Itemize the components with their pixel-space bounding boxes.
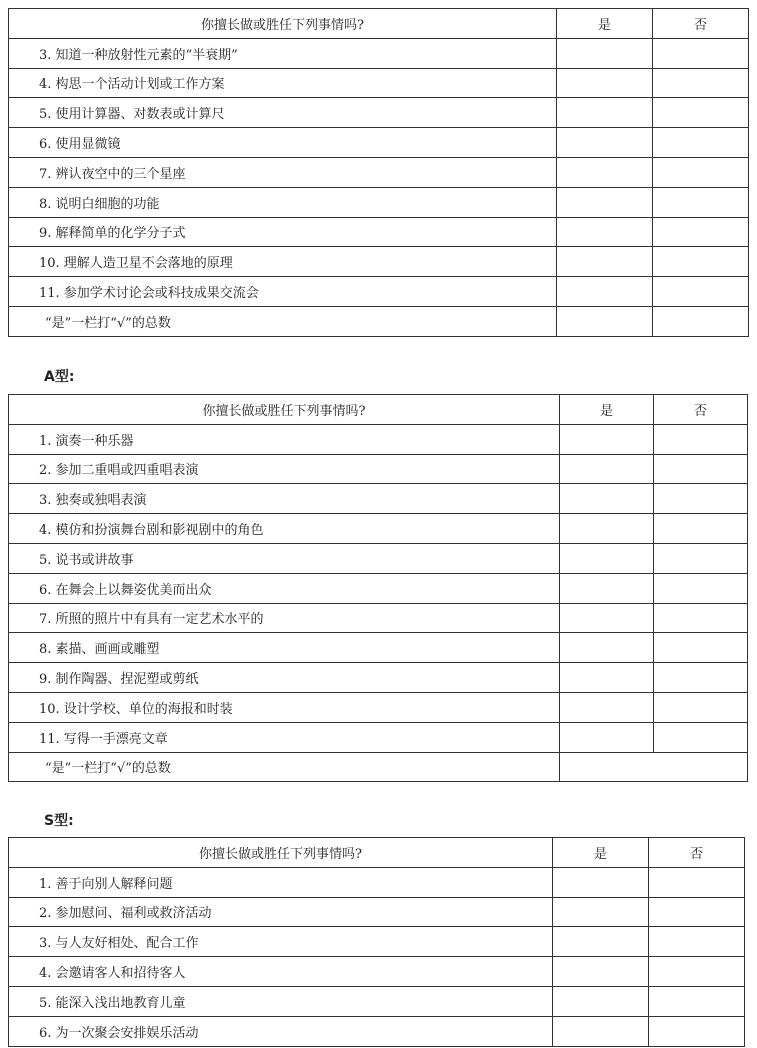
total-yes-cell[interactable]: [560, 752, 748, 782]
item-text: 5. 使用计算器、对数表或计算尺: [9, 98, 557, 128]
yes-header: 是: [553, 838, 649, 868]
table-row: [9, 38, 749, 68]
table-row: [9, 217, 749, 247]
question-header: 你擅长做或胜任下列事情吗?: [9, 838, 553, 868]
item-text: 3. 知道一种放射性元素的“半衰期”: [9, 38, 557, 68]
no-cell[interactable]: [654, 633, 748, 663]
yes-cell[interactable]: [560, 692, 654, 722]
yes-header: 是: [557, 9, 653, 39]
yes-cell[interactable]: [553, 867, 649, 897]
item-text: 4. 构思一个活动计划或工作方案: [9, 68, 557, 98]
item-text: 8. 素描、画画或雕塑: [9, 633, 560, 663]
table-row: [9, 1016, 745, 1046]
yes-header: 是: [560, 395, 654, 425]
no-cell[interactable]: [654, 454, 748, 484]
item-text: 10. 理解人造卫星不会落地的原理: [9, 247, 557, 277]
yes-cell[interactable]: [560, 573, 654, 603]
yes-cell[interactable]: [557, 68, 653, 98]
yes-cell[interactable]: [560, 484, 654, 514]
no-cell[interactable]: [654, 573, 748, 603]
table-row: [9, 514, 748, 544]
yes-cell[interactable]: [557, 38, 653, 68]
yes-cell[interactable]: [560, 454, 654, 484]
yes-cell[interactable]: [553, 986, 649, 1016]
item-text: 11. 写得一手漂亮文章: [9, 722, 560, 752]
no-cell[interactable]: [653, 128, 749, 158]
no-cell[interactable]: [653, 217, 749, 247]
no-cell[interactable]: [654, 603, 748, 633]
no-cell[interactable]: [649, 986, 745, 1016]
no-cell[interactable]: [653, 68, 749, 98]
item-text: 2. 参加二重唱或四重唱表演: [9, 454, 560, 484]
table-row: [9, 663, 748, 693]
item-text: 7. 所照的照片中有具有一定艺术水平的: [9, 603, 560, 633]
item-text: 3. 与人友好相处、配合工作: [9, 927, 553, 957]
item-text: 9. 制作陶器、捏泥塑或剪纸: [9, 663, 560, 693]
yes-cell[interactable]: [560, 514, 654, 544]
item-text: 6. 在舞会上以舞姿优美而出众: [9, 573, 560, 603]
table-row: [9, 187, 749, 217]
item-text: 9. 解释简单的化学分子式: [9, 217, 557, 247]
no-cell[interactable]: [653, 38, 749, 68]
table-s: [8, 837, 745, 1047]
item-text: 4. 模仿和扮演舞台剧和影视剧中的角色: [9, 514, 560, 544]
yes-cell[interactable]: [560, 722, 654, 752]
table-row: [9, 157, 749, 187]
table-row: [9, 897, 745, 927]
yes-cell[interactable]: [553, 1016, 649, 1046]
no-cell[interactable]: [654, 514, 748, 544]
item-text: 3. 独奏或独唱表演: [9, 484, 560, 514]
no-cell[interactable]: [654, 663, 748, 693]
yes-cell[interactable]: [557, 187, 653, 217]
table-row: [9, 454, 748, 484]
yes-cell[interactable]: [557, 277, 653, 307]
yes-cell[interactable]: [553, 897, 649, 927]
no-cell[interactable]: [649, 897, 745, 927]
no-cell[interactable]: [653, 187, 749, 217]
table-row: [9, 603, 748, 633]
no-cell[interactable]: [654, 692, 748, 722]
total-no-cell[interactable]: [653, 306, 749, 336]
no-header: 否: [653, 9, 749, 39]
no-cell[interactable]: [653, 157, 749, 187]
no-cell[interactable]: [654, 722, 748, 752]
no-cell[interactable]: [654, 424, 748, 454]
yes-cell[interactable]: [557, 247, 653, 277]
table-header-row: [9, 9, 749, 39]
no-cell[interactable]: [653, 247, 749, 277]
item-text: 7. 辨认夜空中的三个星座: [9, 157, 557, 187]
table-header-row: [9, 395, 748, 425]
no-header: 否: [654, 395, 748, 425]
table-row: [9, 633, 748, 663]
table-row: [9, 424, 748, 454]
table-i: [8, 8, 749, 337]
item-text: 6. 为一次聚会安排娱乐活动: [9, 1016, 553, 1046]
no-cell[interactable]: [649, 957, 745, 987]
item-text: 5. 说书或讲故事: [9, 543, 560, 573]
table-header-row: [9, 838, 745, 868]
total-row: [9, 752, 748, 782]
yes-cell[interactable]: [557, 128, 653, 158]
no-cell[interactable]: [654, 484, 748, 514]
total-row: [9, 306, 749, 336]
table-row: [9, 573, 748, 603]
yes-cell[interactable]: [560, 543, 654, 573]
no-cell[interactable]: [653, 98, 749, 128]
total-label: “是”一栏打“√”的总数: [9, 306, 557, 336]
table-row: [9, 277, 749, 307]
item-text: 6. 使用显微镜: [9, 128, 557, 158]
table-row: [9, 247, 749, 277]
item-text: 11. 参加学术讨论会或科技成果交流会: [9, 277, 557, 307]
table-row: [9, 543, 748, 573]
no-cell[interactable]: [654, 543, 748, 573]
yes-cell[interactable]: [557, 217, 653, 247]
no-cell[interactable]: [649, 867, 745, 897]
yes-cell[interactable]: [560, 603, 654, 633]
question-header: 你擅长做或胜任下列事情吗?: [9, 9, 557, 39]
item-text: 1. 演奏一种乐器: [9, 424, 560, 454]
table-row: [9, 692, 748, 722]
yes-cell[interactable]: [557, 98, 653, 128]
table-row: [9, 957, 745, 987]
table-a: [8, 394, 748, 782]
table-row: [9, 986, 745, 1016]
table-row: [9, 867, 745, 897]
no-header: 否: [649, 838, 745, 868]
item-text: 8. 说明白细胞的功能: [9, 187, 557, 217]
total-yes-cell[interactable]: [557, 306, 653, 336]
table-row: [9, 98, 749, 128]
yes-cell[interactable]: [560, 424, 654, 454]
section-a-title: A型:: [44, 369, 75, 385]
no-cell[interactable]: [649, 1016, 745, 1046]
section-s-title: S型:: [44, 813, 74, 829]
question-header: 你擅长做或胜任下列事情吗?: [9, 395, 560, 425]
yes-cell[interactable]: [557, 157, 653, 187]
yes-cell[interactable]: [553, 957, 649, 987]
yes-cell[interactable]: [560, 633, 654, 663]
no-cell[interactable]: [649, 927, 745, 957]
table-row: [9, 68, 749, 98]
item-text: 2. 参加慰问、福利或救济活动: [9, 897, 553, 927]
table-row: [9, 722, 748, 752]
table-row: [9, 484, 748, 514]
total-label: “是”一栏打“√”的总数: [9, 752, 560, 782]
item-text: 1. 善于向别人解释问题: [9, 867, 553, 897]
table-row: [9, 927, 745, 957]
item-text: 4. 会邀请客人和招待客人: [9, 957, 553, 987]
item-text: 5. 能深入浅出地教育儿童: [9, 986, 553, 1016]
no-cell[interactable]: [653, 277, 749, 307]
yes-cell[interactable]: [560, 663, 654, 693]
yes-cell[interactable]: [553, 927, 649, 957]
item-text: 10. 设计学校、单位的海报和时装: [9, 692, 560, 722]
table-row: [9, 128, 749, 158]
